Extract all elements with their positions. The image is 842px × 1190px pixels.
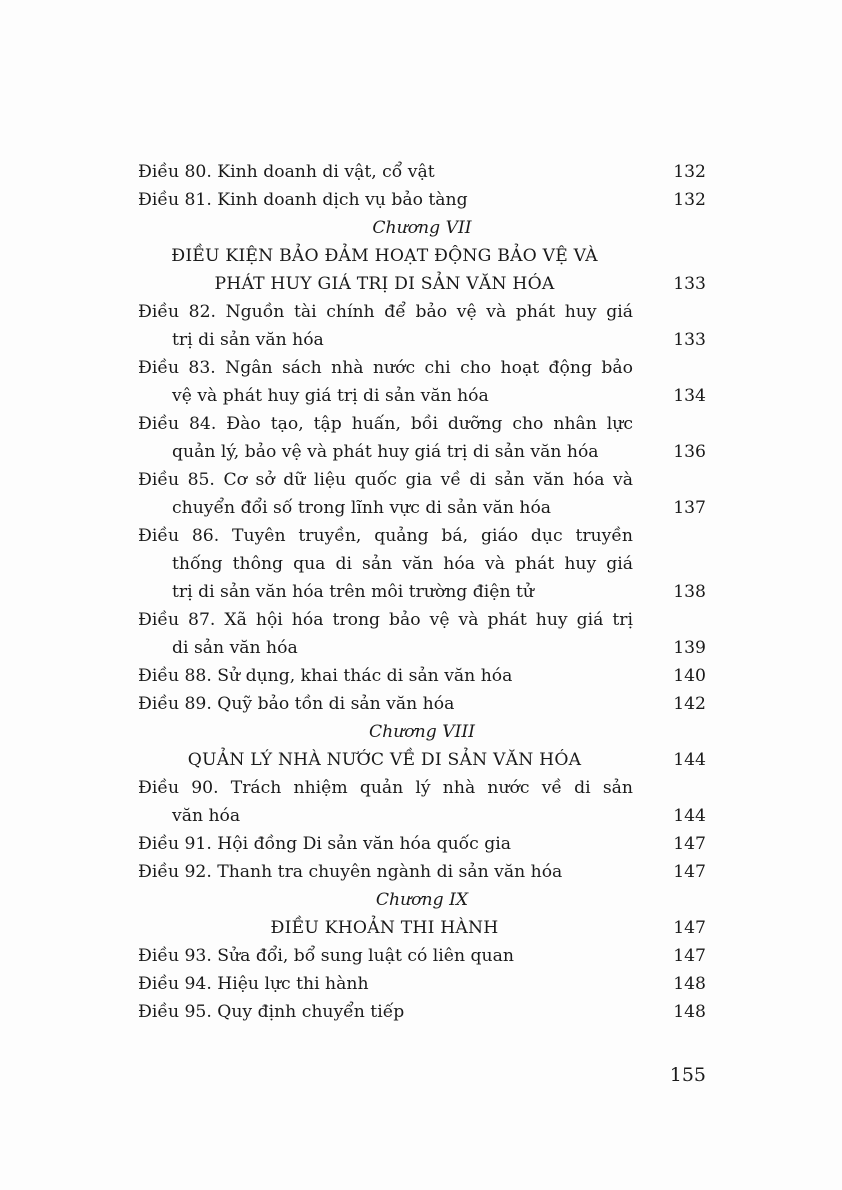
toc-entry-text: Điều 95. Quy định chuyển tiếp (138, 1002, 405, 1022)
chapter-title-text: ĐIỀU KIỆN BẢO ĐẢM HOẠT ĐỘNG BẢO VỆ VÀ (171, 246, 598, 266)
toc-page-number: 140 (673, 666, 706, 686)
toc-page-number: 132 (673, 190, 706, 210)
toc-page-number: 134 (673, 386, 706, 406)
toc-page-number: 136 (673, 442, 706, 462)
toc-entry-continuation-text: di sản văn hóa (172, 638, 298, 658)
toc-entry-continuation-text: văn hóa (172, 806, 241, 826)
chapter-label-text: Chương VIII (369, 722, 475, 742)
toc-page-number: 147 (673, 946, 706, 966)
toc-entry-continuation-text: vệ và phát huy giá trị di sản văn hóa (172, 386, 489, 406)
toc-page-number: 139 (673, 638, 706, 658)
toc-entry-text: Điều 84. Đào tạo, tập huấn, bồi dưỡng cho nhân lực (138, 414, 633, 434)
toc-entry (138, 662, 706, 690)
toc-entry-continuation (138, 326, 706, 354)
toc-entry-continuation-text: chuyển đổi số trong lĩnh vực di sản văn hóa (172, 498, 552, 518)
chapter-title (138, 746, 706, 774)
chapter-title-text: QUẢN LÝ NHÀ NƯỚC VỀ DI SẢN VĂN HÓA (187, 750, 582, 770)
toc-page-number: 147 (673, 862, 706, 882)
chapter-label (138, 886, 706, 914)
toc-entry (138, 970, 706, 998)
toc-entry (138, 858, 706, 886)
table-of-contents (138, 158, 706, 1026)
toc-entry-text: Điều 83. Ngân sách nhà nước chi cho hoạt động bảo (138, 358, 633, 378)
toc-entry-text: Điều 92. Thanh tra chuyên ngành di sản văn hóa (138, 862, 563, 882)
chapter-title (138, 914, 706, 942)
toc-entry (138, 998, 706, 1026)
chapter-title (138, 270, 706, 298)
toc-page-number: 133 (673, 330, 706, 350)
toc-entry-text: Điều 85. Cơ sở dữ liệu quốc gia về di sản văn hóa và (138, 470, 633, 490)
toc-entry-continuation (138, 578, 706, 606)
toc-page-number: 142 (673, 694, 706, 714)
chapter-label (138, 214, 706, 242)
toc-entry-text: Điều 86. Tuyên truyền, quảng bá, giáo dục truyền (138, 526, 633, 546)
toc-page-number: 137 (673, 498, 706, 518)
toc-entry-text: Điều 80. Kinh doanh di vật, cổ vật (138, 162, 435, 182)
toc-entry (138, 186, 706, 214)
toc-entry-continuation-text: trị di sản văn hóa (172, 330, 324, 350)
toc-entry (138, 298, 706, 326)
toc-entry-continuation-text: thống thông qua di sản văn hóa và phát huy giá (172, 554, 633, 574)
toc-page-number: 148 (673, 974, 706, 994)
toc-entry-text: Điều 90. Trách nhiệm quản lý nhà nước về di sản (138, 778, 633, 798)
toc-entry-text: Điều 89. Quỹ bảo tồn di sản văn hóa (138, 694, 455, 714)
toc-entry (138, 354, 706, 382)
toc-entry-text: Điều 88. Sử dụng, khai thác di sản văn hóa (138, 666, 513, 686)
toc-entry-continuation (138, 550, 706, 578)
toc-entry (138, 466, 706, 494)
chapter-title-text: ĐIỀU KHOẢN THI HÀNH (270, 918, 499, 938)
toc-page-number: 147 (673, 834, 706, 854)
toc-entry-continuation-text: trị di sản văn hóa trên môi trường điện tử (172, 582, 534, 602)
toc-entry (138, 522, 706, 550)
toc-entry-continuation (138, 382, 706, 410)
toc-entry (138, 774, 706, 802)
toc-page-number: 147 (673, 918, 706, 938)
toc-entry-text: Điều 91. Hội đồng Di sản văn hóa quốc gia (138, 834, 512, 854)
chapter-label-text: Chương VII (372, 218, 472, 238)
toc-page-number: 144 (673, 806, 706, 826)
toc-entry (138, 606, 706, 634)
toc-entry (138, 410, 706, 438)
toc-entry-text: Điều 93. Sửa đổi, bổ sung luật có liên quan (138, 946, 514, 966)
toc-entry (138, 830, 706, 858)
chapter-label-text: Chương IX (375, 890, 469, 910)
toc-entry-text: Điều 81. Kinh doanh dịch vụ bảo tàng (138, 190, 468, 210)
page-number: 155 (669, 1064, 706, 1086)
toc-entry-text: Điều 94. Hiệu lực thi hành (138, 974, 369, 994)
toc-entry-continuation (138, 494, 706, 522)
toc-entry (138, 158, 706, 186)
toc-entry-text: Điều 82. Nguồn tài chính để bảo vệ và phát huy giá (138, 302, 633, 322)
toc-page-number: 132 (673, 162, 706, 182)
toc-entry-text: Điều 87. Xã hội hóa trong bảo vệ và phát huy giá trị (138, 610, 633, 630)
toc-page-number: 144 (673, 750, 706, 770)
toc-page-number: 138 (673, 582, 706, 602)
chapter-label (138, 718, 706, 746)
toc-entry-continuation (138, 438, 706, 466)
toc-entry-continuation (138, 802, 706, 830)
toc-entry (138, 942, 706, 970)
chapter-title-text: PHÁT HUY GIÁ TRỊ DI SẢN VĂN HÓA (214, 274, 555, 294)
toc-entry (138, 690, 706, 718)
toc-entry-continuation (138, 634, 706, 662)
toc-page-number: 148 (673, 1002, 706, 1022)
toc-entry-continuation-text: quản lý, bảo vệ và phát huy giá trị di sản văn hóa (172, 442, 599, 462)
chapter-title (138, 242, 706, 270)
toc-page-number: 133 (673, 274, 706, 294)
